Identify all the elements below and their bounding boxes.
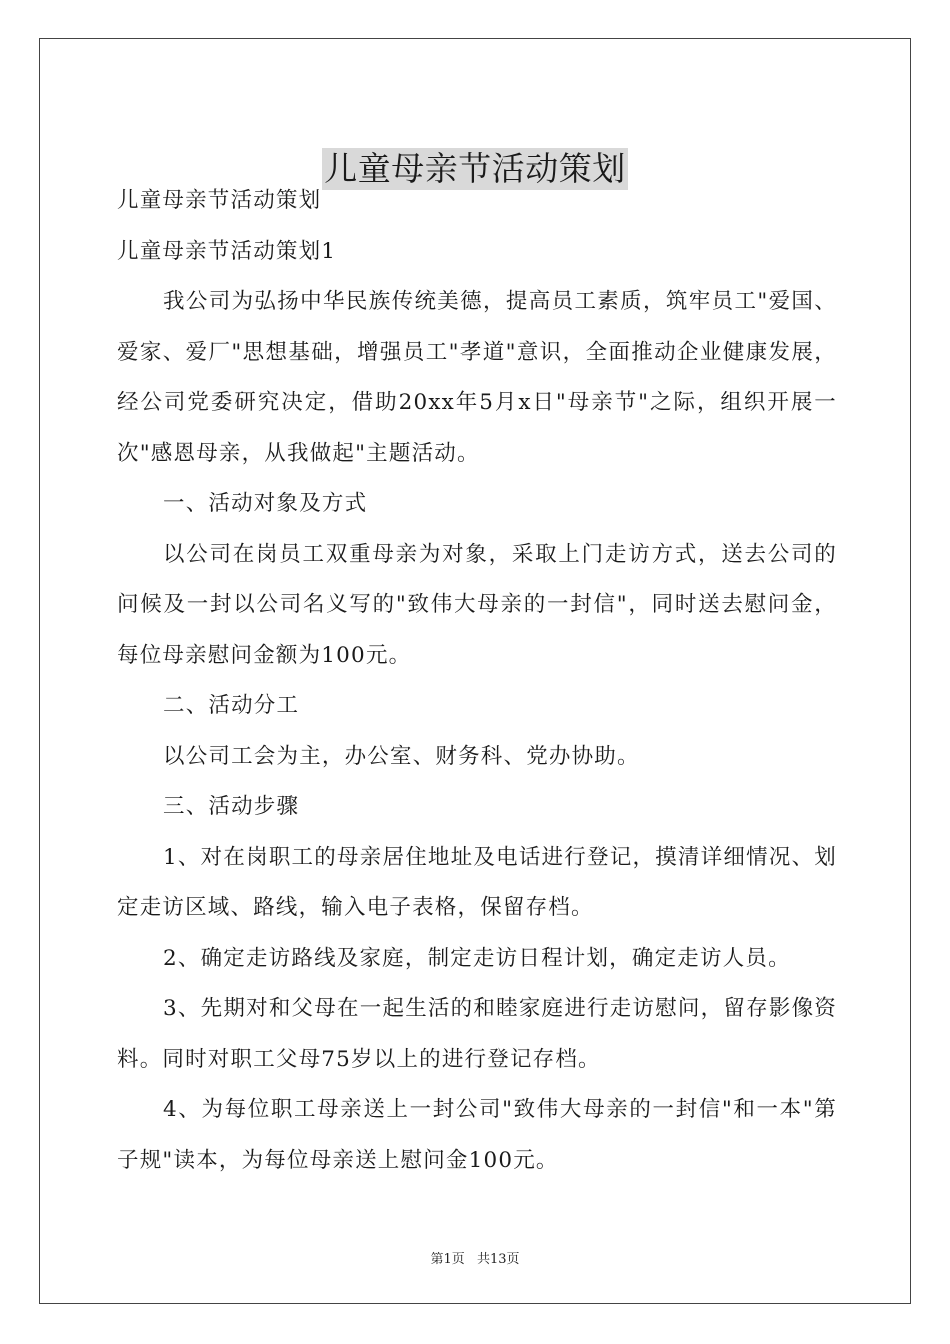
step-item-4: 4、为每位职工母亲送上一封公司"致伟大母亲的一封信"和一本"第子规"读本，为每位母亲送上慰问金100元。 <box>117 1097 837 1173</box>
document-title: 儿童母亲节活动策划 <box>324 149 626 189</box>
document-body <box>117 176 837 1186</box>
section-heading-2: 二、活动分工 <box>163 693 300 718</box>
paragraph-section-2: 以公司工会为主，办公室、财务科、党办协助。 <box>163 743 640 769</box>
paragraph-section-1: 以公司在岗员工双重母亲为对象，采取上门走访方式，送去公司的问候及一封以公司名义写的"致伟大母亲的一封信"，同时送去慰问金，每位母亲慰问金额为100元。 <box>117 541 837 668</box>
page-footer <box>0 1248 950 1267</box>
page-total: 共13页 <box>476 1252 520 1267</box>
section-heading-1: 一、活动对象及方式 <box>163 491 368 516</box>
step-item-2: 2、确定走访路线及家庭，制定走访日程计划，确定走访人员。 <box>163 945 791 971</box>
section-heading-3: 三、活动步骤 <box>163 794 300 819</box>
paragraph-subheading: 儿童母亲节活动策划1 <box>117 238 337 264</box>
step-item-1: 1、对在岗职工的母亲居住地址及电话进行登记，摸清详细情况、划定走访区域、路线，输入电子表格，保留存档。 <box>117 844 837 920</box>
paragraph-heading: 儿童母亲节活动策划 <box>117 188 322 213</box>
page-number: 第1页 <box>430 1252 465 1267</box>
step-item-3: 3、先期对和父母在一起生活的和睦家庭进行走访慰问，留存影像资料。同时对职工父母75岁以上的进行登记存档。 <box>117 996 837 1072</box>
paragraph-intro: 我公司为弘扬中华民族传统美德，提高员工素质，筑牢员工"爱国、爱家、爱厂"思想基础，增强员工"孝道"意识，全面推动企业健康发展，经公司党委研究决定，借助20xx年5月x日"母亲节"之际，组织开展一次"感恩母亲，从我做起"主题活动。 <box>117 289 837 466</box>
